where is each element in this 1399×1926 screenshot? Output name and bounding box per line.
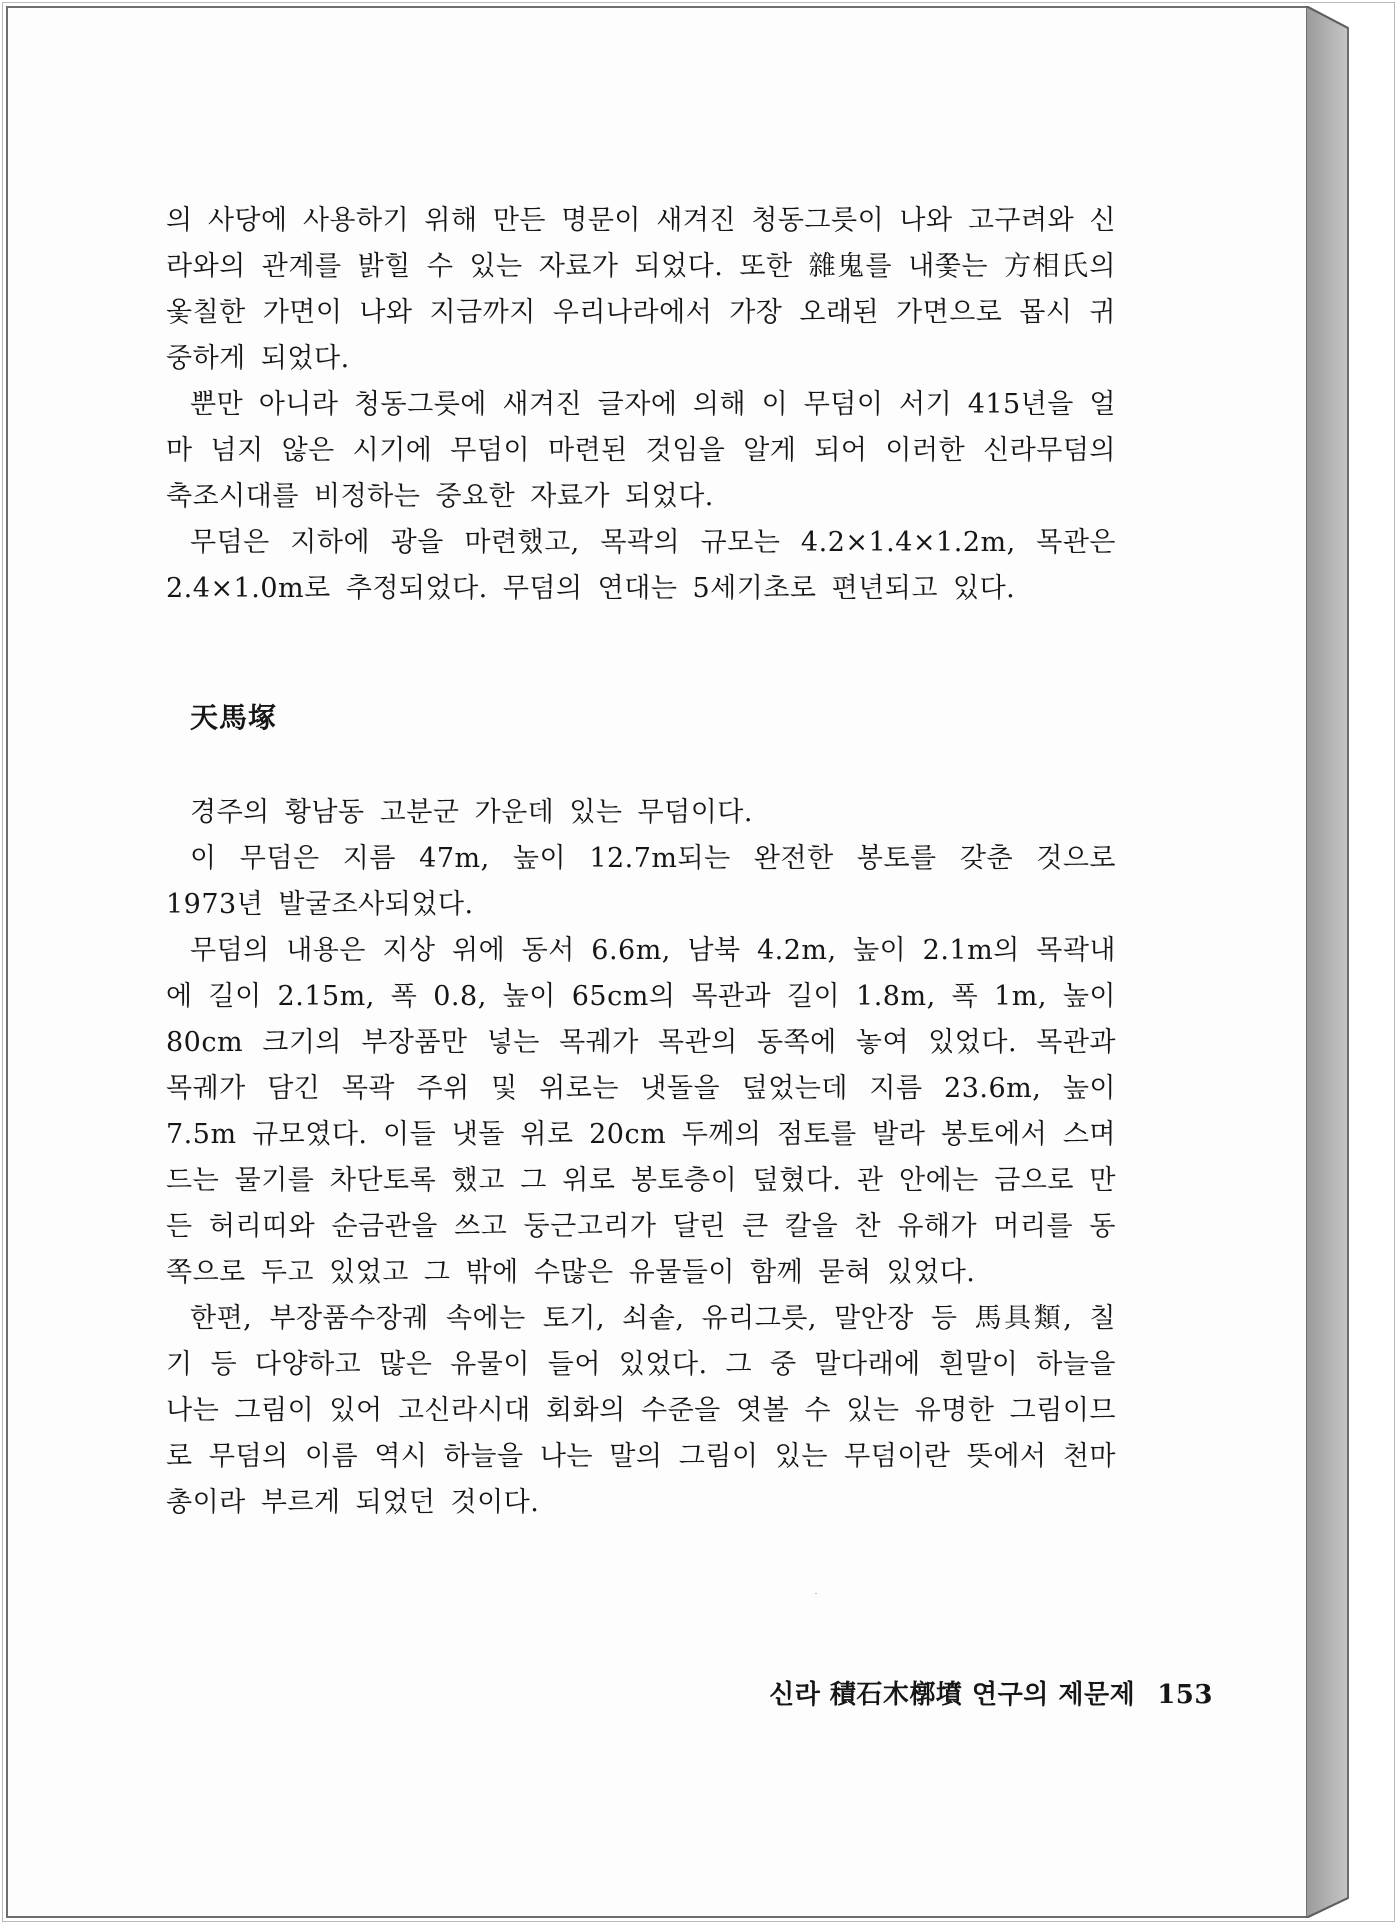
- paragraph-6: 무덤의 내용은 지상 위에 동서 6.6m, 남북 4.2m, 높이 2.1m의 목곽내에 길이 2.15m, 폭 0.8, 높이 65cm의 목관과 길이 1.8m, 폭 1m, 높이 80cm 크기의 부장품만 넣는 목궤가 목관의 동쪽에 놓여 있었다. 목관과 목궤가 담긴 목곽 주위 및 위로는 냇돌을 덮었는데 지름 23.6m, 높이 7.5m 규모였다. 이들 냇돌 위로 20cm 두께의 점토를 발라 봉토에서 스며드는 물기를 차단토록 했고 그 위로 봉토층이 덮혔다. 관 안에는 금으로 만든 허리띠와 순금관을 쓰고 둥근고리가 달린 큰 칼을 찬 유해가 머리를 동쪽으로 두고 있었고 그 밖에 수많은 유물들이 함께 묻혀 있었다.: [166, 935, 1116, 1288]
- paragraph-1: 의 사당에 사용하기 위해 만든 명문이 새겨진 청동그릇이 나와 고구려와 신라와의 관계를 밝힐 수 있는 자료가 되었다. 또한 雜鬼를 내쫓는 方相氏의 옻칠한 가면이 나와 지금까지 우리나라에서 가장 오래된 가면으로 몹시 귀중하게 되었다.: [166, 205, 1116, 374]
- running-footer-title: 신라 積石木槨墳 연구의 제문제: [769, 1680, 1136, 1710]
- page-number: 153: [1157, 1680, 1213, 1710]
- paragraph-5: 이 무덤은 지름 47m, 높이 12.7m되는 완전한 봉토를 갖춘 것으로 1973년 발굴조사되었다.: [166, 843, 1116, 920]
- book-spine: [1306, 6, 1364, 1918]
- section-heading: 天馬塚: [190, 701, 278, 734]
- paragraph-4: 경주의 황남동 고분군 가운데 있는 무덤이다.: [190, 797, 753, 828]
- paragraph-2: 뿐만 아니라 청동그릇에 새겨진 글자에 의해 이 무덤이 서기 415년을 얼마 넘지 않은 시기에 무덤이 마련된 것임을 알게 되어 이러한 신라무덤의 축조시대를 비정하는 중요한 자료가 되었다.: [166, 389, 1116, 512]
- body-text-bottom: [166, 790, 1116, 1526]
- running-footer: [769, 1674, 1213, 1711]
- book-spine-graphic: [1306, 6, 1364, 1918]
- paragraph-7: 한편, 부장품수장궤 속에는 토기, 쇠솥, 유리그릇, 말안장 등 馬具類, 칠기 등 다양하고 많은 유물이 들어 있었다. 그 중 말다래에 흰말이 하늘을 나는 그림이 있어 고신라시대 회화의 수준을 엿볼 수 있는 유명한 그림이므로 무덤의 이름 역시 하늘을 나는 말의 그림이 있는 무덤이란 뜻에서 천마총이라 부르게 되었던 것이다.: [166, 1303, 1116, 1518]
- paragraph-3: 무덤은 지하에 광을 마련했고, 목곽의 규모는 4.2×1.4×1.2m, 목관은 2.4×1.0m로 추정되었다. 무덤의 연대는 5세기초로 편년되고 있다.: [166, 527, 1116, 604]
- body-text-top: [166, 198, 1116, 612]
- print-speck: [815, 1593, 817, 1594]
